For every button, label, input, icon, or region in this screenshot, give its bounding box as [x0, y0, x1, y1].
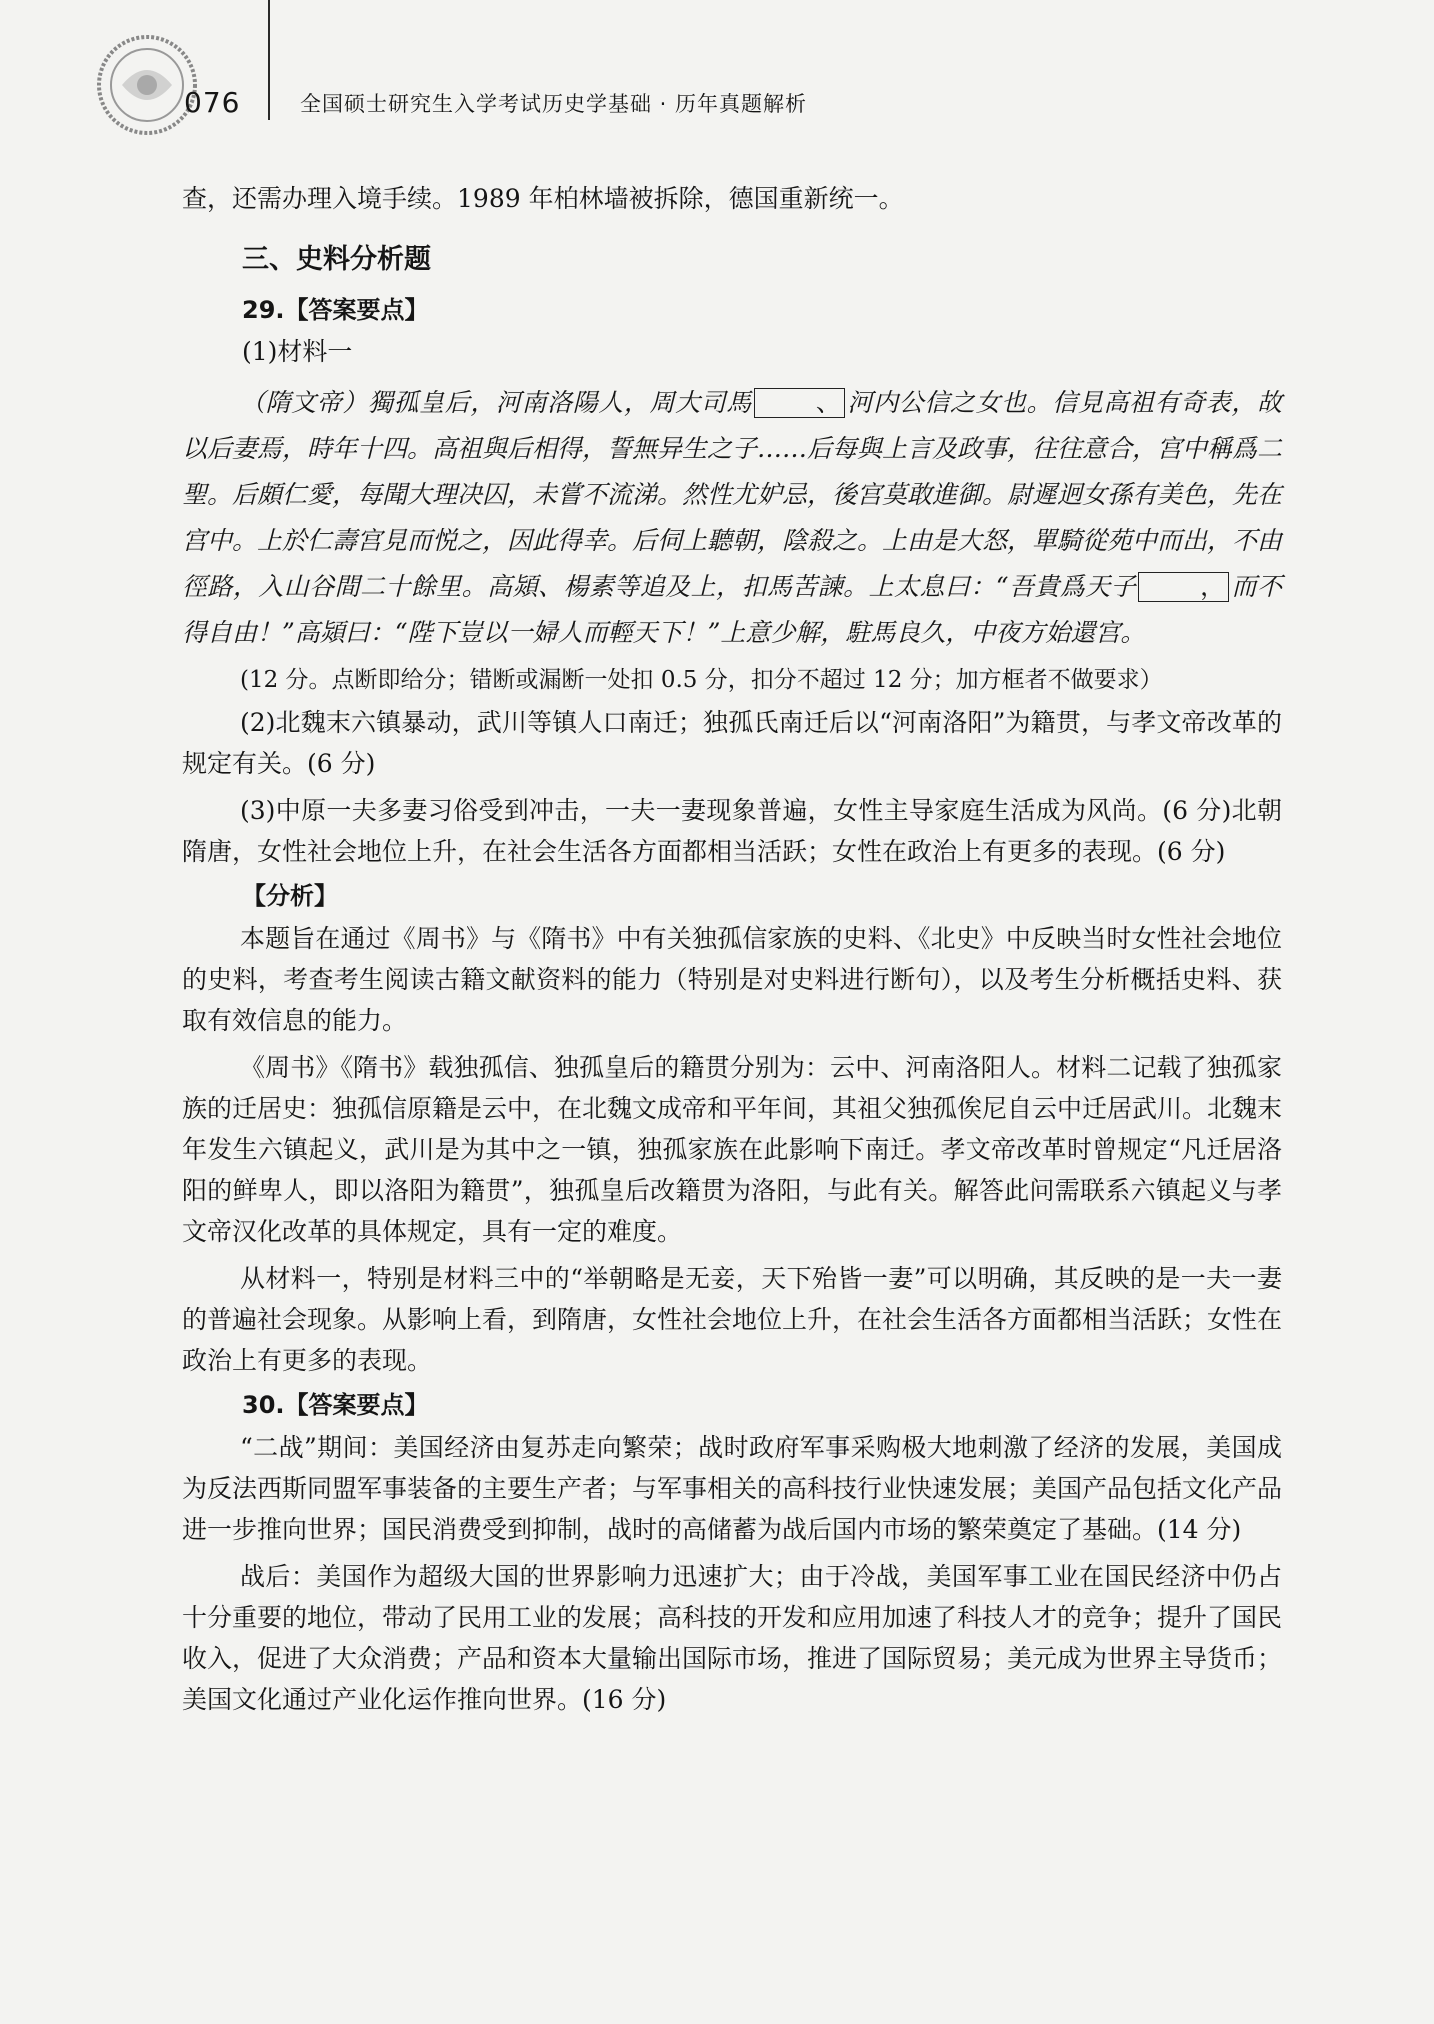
scoring-note: (12 分。点断即给分；错断或漏断一处扣 0.5 分，扣分不超过 12 分；加方框者不做要求） — [240, 667, 1163, 693]
page-body — [182, 178, 1282, 1720]
analysis-heading: 【分析】 — [242, 882, 338, 910]
analysis-paragraph: 从材料一，特别是材料三中的“举朝略是无妾，天下殆皆一妻”可以明确，其反映的是一夫一妻的普遍社会现象。从影响上看，到隋唐，女性社会地位上升，在社会生活各方面都相当活跃；女性在政治上有更多的表现。 — [182, 1264, 1283, 1375]
page-number: 076 — [184, 86, 241, 119]
continued-paragraph: 查，还需办理入境手续。1989 年柏林墙被拆除，德国重新统一。 — [182, 184, 904, 213]
section-title: 三、史料分析题 — [242, 244, 431, 275]
material-one-label: (1)材料一 — [242, 337, 353, 366]
question-29-heading: 29.【答案要点】 — [242, 296, 429, 324]
boxed-punctuation: ， — [1138, 572, 1229, 602]
library-seal-icon — [92, 30, 202, 140]
classical-text-part-a: （隋文帝）獨孤皇后，河南洛陽人，周大司馬 — [240, 388, 752, 417]
classical-text-passage — [182, 380, 1282, 656]
classical-text-part-c: 而不得自由！”高熲曰：“陛下豈以一婦人而輕天下！”上意少解，駐馬良久，中夜方始還宫。 — [182, 572, 1282, 647]
analysis-paragraph: 《周书》《隋书》载独孤信、独孤皇后的籍贯分别为：云中、河南洛阳人。材料二记载了独孤家族的迁居史：独孤信原籍是云中，在北魏文成帝和平年间，其祖父独孤俟尼自云中迁居武川。北魏末年发生六镇起义，武川是为其中之一镇，独孤家族在此影响下南迁。孝文帝改革时曾规定“凡迁居洛阳的鲜卑人，即以洛阳为籍贯”，独孤皇后改籍贯为洛阳，与此有关。解答此问需联系六镇起义与孝文帝汉化改革的具体规定，具有一定的难度。 — [182, 1053, 1283, 1246]
classical-text-part-b: 河内公信之女也。信見高祖有奇表，故以后妻焉，時年十四。高祖與后相得，誓無异生之子……后每與上言及政事，往往意合，宫中稱爲二聖。后頗仁愛，每聞大理决囚，未嘗不流涕。然性尤妒忌，後宫莫敢進御。尉遲迥女孫有美色，先在宫中。上於仁壽宫見而悦之，因此得幸。后伺上聽朝，陰殺之。上由是大怒，單騎從苑中而出，不由徑路，入山谷間二十餘里。高熲、楊素等追及上，扣馬苦諫。上太息曰：“吾貴爲天子 — [182, 388, 1283, 601]
answer-paragraph: 战后：美国作为超级大国的世界影响力迅速扩大；由于冷战，美国军事工业在国民经济中仍占十分重要的地位，带动了民用工业的发展；高科技的开发和应用加速了科技人才的竞争；提升了国民收入，促进了大众消费；产品和资本大量输出国际市场，推进了国际贸易；美元成为世界主导货币；美国文化通过产业化运作推向世界。(16 分) — [182, 1562, 1283, 1714]
answer-3: (3)中原一夫多妻习俗受到冲击，一夫一妻现象普遍，女性主导家庭生活成为风尚。(6 分)北朝隋唐，女性社会地位上升，在社会生活各方面都相当活跃；女性在政治上有更多的表现。(6 分) — [182, 796, 1282, 866]
header-divider — [268, 0, 270, 120]
boxed-punctuation: 、 — [754, 388, 845, 418]
answer-2: (2)北魏末六镇暴动，武川等镇人口南迁；独孤氏南迁后以“河南洛阳”为籍贯，与孝文帝改革的规定有关。(6 分) — [182, 708, 1282, 778]
question-30-heading: 30.【答案要点】 — [242, 1391, 429, 1419]
answer-paragraph: “二战”期间：美国经济由复苏走向繁荣；战时政府军事采购极大地刺激了经济的发展，美国成为反法西斯同盟军事装备的主要生产者；与军事相关的高科技行业快速发展；美国产品包括文化产品进一步推向世界；国民消费受到抑制，战时的高储蓄为战后国内市场的繁荣奠定了基础。(14 分) — [182, 1433, 1283, 1544]
analysis-paragraph: 本题旨在通过《周书》与《隋书》中有关独孤信家族的史料、《北史》中反映当时女性社会地位的史料，考查考生阅读古籍文献资料的能力（特别是对史料进行断句），以及考生分析概括史料、获取有效信息的能力。 — [182, 924, 1282, 1035]
running-head-title: 全国硕士研究生入学考试历史学基础 · 历年真题解析 — [300, 92, 808, 116]
